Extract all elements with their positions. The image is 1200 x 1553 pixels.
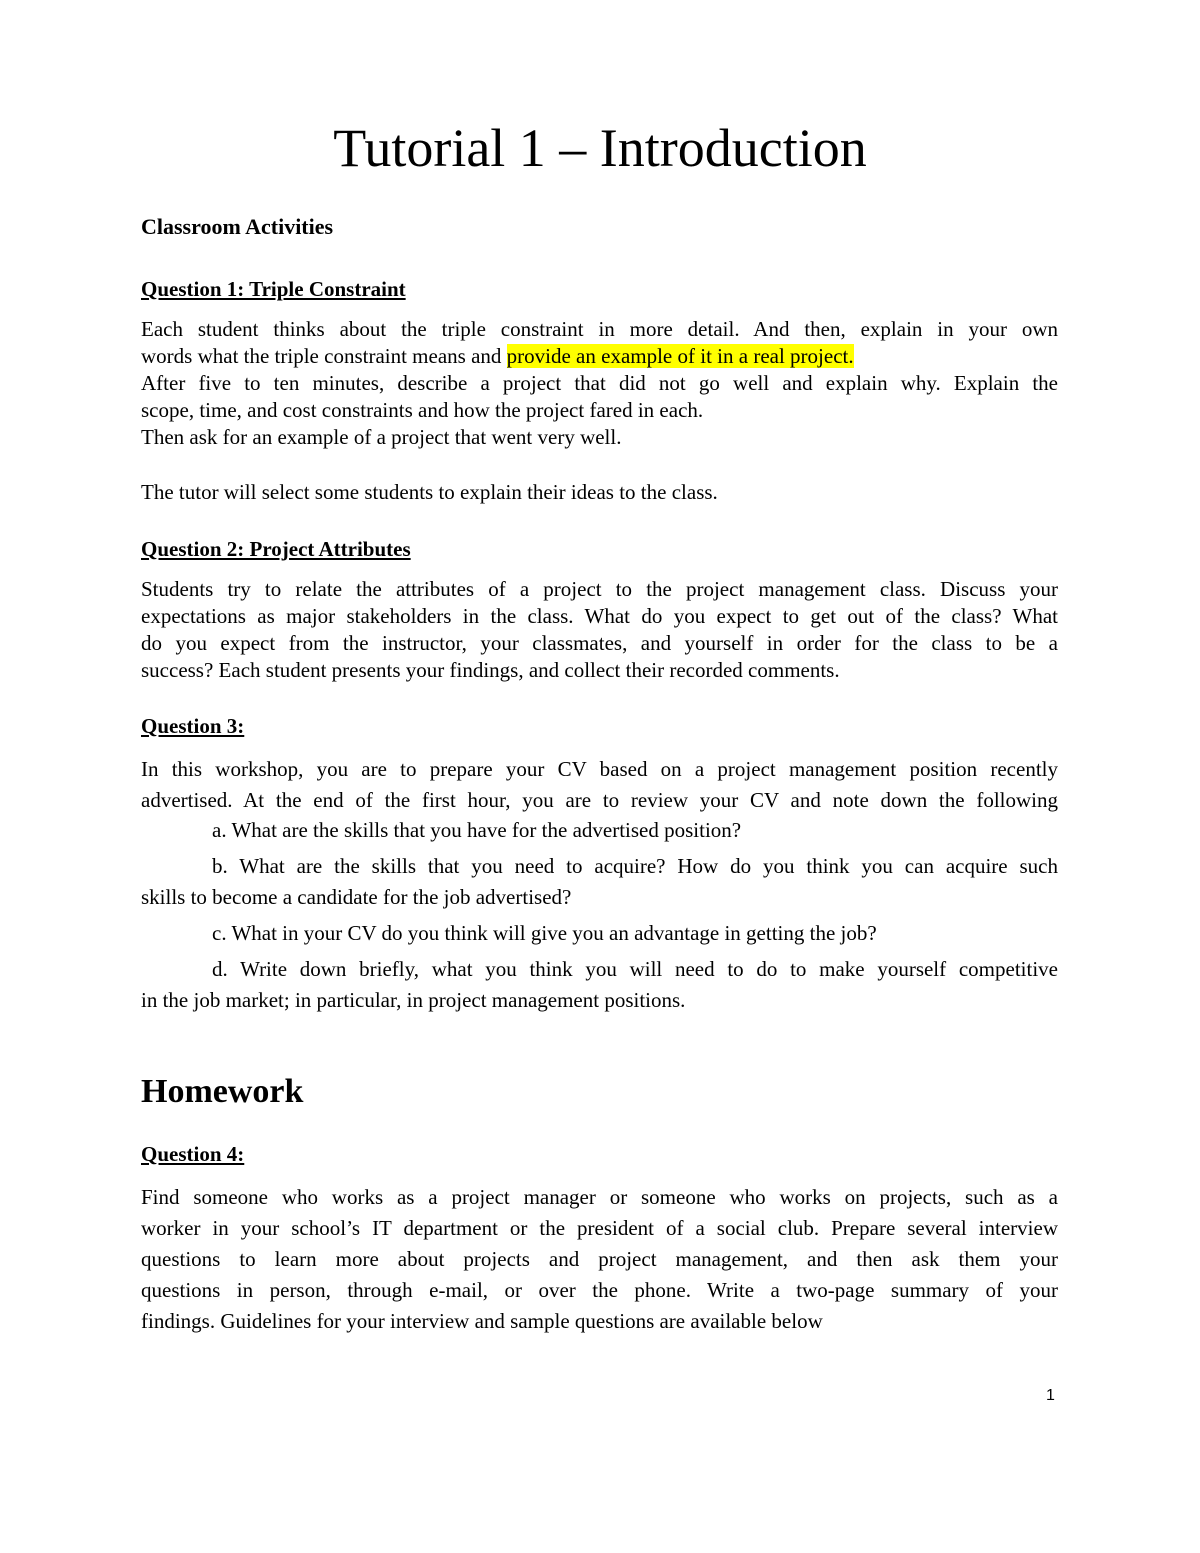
paragraph-line: success? Each student presents your findings, and collect their recorded comments.	[141, 658, 840, 682]
question-1-heading: Question 1: Triple Constraint	[141, 277, 406, 301]
paragraph-line: After five to ten minutes, describe a project that did not go well and explain why. Explain the	[141, 371, 1058, 395]
paragraph-line: do you expect from the instructor, your classmates, and yourself in order for the class to be a	[141, 631, 1058, 655]
paragraph-line: expectations as major stakeholders in the class. What do you expect to get out of the class? What	[141, 604, 1058, 628]
paragraph-text: words what the triple constraint means and	[141, 344, 507, 368]
paragraph-line: Students try to relate the attributes of a project to the project management class. Discuss your	[141, 577, 1058, 601]
classroom-activities-label: Classroom Activities	[141, 214, 334, 239]
paragraph-line: Then ask for an example of a project that went very well.	[141, 425, 622, 449]
paragraph-line: questions to learn more about projects and project management, and then ask them your	[141, 1247, 1058, 1271]
question-1-tutor-note	[141, 479, 1058, 506]
list-item-c: c. What in your CV do you think will give you an advantage in getting the job?	[212, 921, 877, 945]
question-2-heading: Question 2: Project Attributes	[141, 537, 411, 561]
paragraph-line: Find someone who works as a project manager or someone who works on projects, such as a	[141, 1185, 1058, 1209]
list-item-line: d. Write down briefly, what you think you will need to do to make yourself competitive	[212, 957, 1058, 981]
paragraph-line: advertised. At the end of the first hour, you are to review your CV and note down the following	[141, 788, 1058, 812]
list-item-b	[141, 851, 1058, 913]
question-3-paragraph	[141, 754, 1058, 816]
paragraph-line: The tutor will select some students to explain their ideas to the class.	[141, 480, 718, 504]
highlighted-text: provide an example of it in a real project.	[506, 344, 854, 368]
list-item-line: skills to become a candidate for the job advertised?	[141, 885, 572, 909]
list-item-line: in the job market; in particular, in project management positions.	[141, 988, 686, 1012]
page-number: 1	[1046, 1387, 1055, 1404]
homework-heading: Homework	[141, 1073, 304, 1110]
page-title: Tutorial 1 – Introduction	[333, 118, 867, 178]
question-4-heading: Question 4:	[141, 1142, 245, 1166]
paragraph-line: questions in person, through e-mail, or over the phone. Write a two-page summary of your	[141, 1278, 1058, 1302]
question-2-paragraph	[141, 576, 1058, 684]
paragraph-line: Each student thinks about the triple constraint in more detail. And then, explain in your own	[141, 317, 1058, 341]
question-4-paragraph	[141, 1182, 1058, 1337]
paragraph-line: In this workshop, you are to prepare your CV based on a project management position recently	[141, 757, 1058, 781]
question-1-paragraph	[141, 316, 1058, 451]
paragraph-line	[141, 343, 1058, 370]
paragraph-line: findings. Guidelines for your interview and sample questions are available below	[141, 1309, 823, 1333]
question-3-heading: Question 3:	[141, 714, 245, 738]
question-3-list	[141, 815, 1058, 1016]
paragraph-line: worker in your school’s IT department or the president of a social club. Prepare several interview	[141, 1216, 1058, 1240]
list-item-a: a. What are the skills that you have for the advertised position?	[212, 818, 742, 842]
list-item-line: b. What are the skills that you need to acquire? How do you think you can acquire such	[212, 854, 1058, 878]
list-item-d	[141, 954, 1058, 1016]
paragraph-line: scope, time, and cost constraints and how the project fared in each.	[141, 398, 704, 422]
